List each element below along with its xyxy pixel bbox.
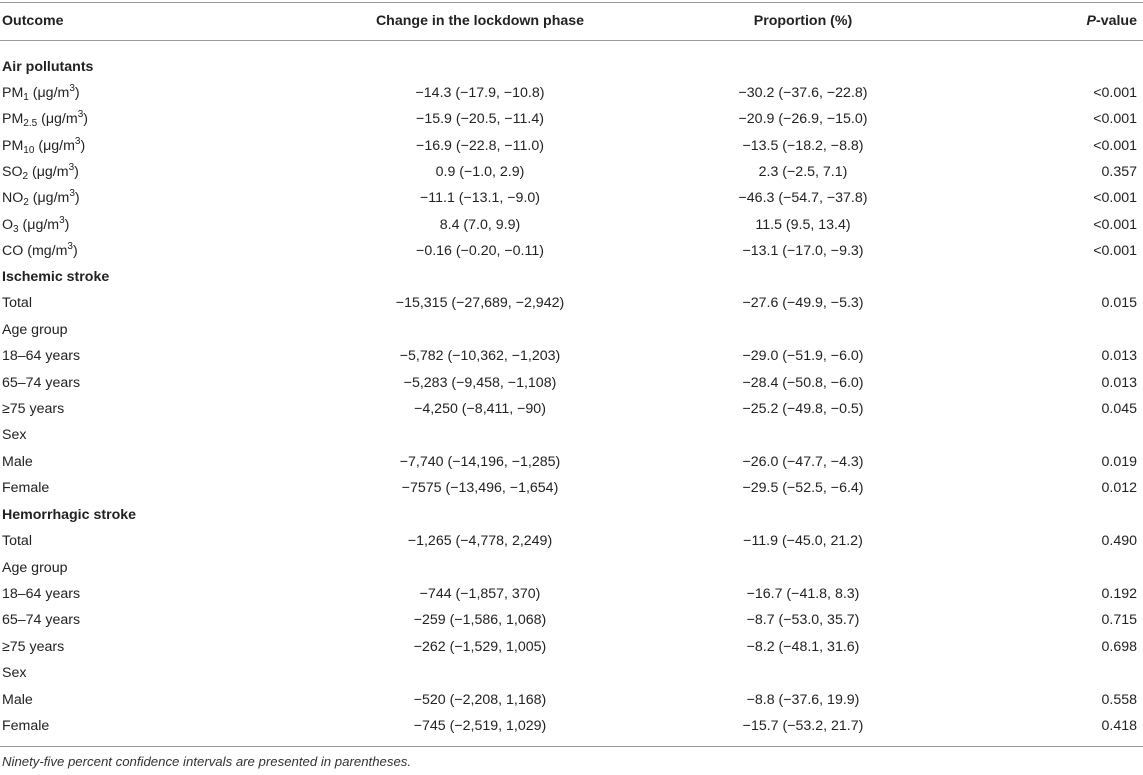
pollutant-unit: (μg/m [18, 217, 60, 233]
section-ischemic-stroke [0, 264, 1143, 290]
proportion-value: −25.2 (−49.8, −0.5) [742, 401, 864, 417]
unit-superscript: 3 [69, 83, 75, 94]
pollutant-unit-close: ) [74, 190, 80, 206]
pollutant-subscript: 10 [23, 145, 35, 156]
table-row [0, 713, 1143, 739]
unit-superscript: 3 [59, 215, 65, 226]
section-title: Air pollutants [2, 59, 94, 75]
row-label: Male [2, 692, 33, 708]
pollutant-unit: (μg/m [34, 138, 75, 154]
proportion-value: −8.7 (−53.0, 35.7) [746, 612, 860, 628]
proportion-value: −16.7 (−41.8, 8.3) [746, 586, 860, 602]
pollutant-name: O [2, 217, 14, 233]
unit-superscript: 3 [74, 136, 81, 147]
table-row [0, 343, 1143, 369]
pollutant-name: SO [2, 164, 23, 180]
bottom-rule [0, 746, 1143, 747]
pollutant-name: CO (mg/m [2, 243, 68, 259]
subgroup-label: Age group [2, 560, 68, 576]
table-row [0, 238, 1143, 264]
pollutant-subscript: 1 [23, 92, 29, 103]
proportion-value: −30.2 (−37.6, −22.8) [738, 85, 868, 101]
proportion-value: −27.6 (−49.9, −5.3) [742, 295, 864, 311]
proportion-value: −46.3 (−54.7, −37.8) [738, 190, 868, 206]
header-p-value [1087, 8, 1137, 34]
pollutant-unit-close: ) [74, 164, 79, 180]
section-hemorrhagic-stroke [0, 502, 1143, 528]
pollutant-name: PM [2, 111, 24, 127]
table-footnote: Ninety-five percent confidence intervals are presented in parentheses. [2, 754, 412, 769]
pollutant-unit-close: ) [64, 217, 70, 233]
row-label: Total [2, 295, 32, 311]
change-value: −7575 (−13,496, −1,654) [401, 480, 559, 496]
pollutant-label [2, 80, 80, 106]
proportion-value: −26.0 (−47.7, −4.3) [742, 454, 864, 470]
p-value: 0.715 [1101, 612, 1137, 628]
p-value: 0.045 [1101, 401, 1137, 417]
p-value: 0.192 [1101, 586, 1137, 602]
proportion-value: −20.9 (−26.9, −15.0) [738, 111, 868, 127]
subgroup-heading-age [0, 317, 1143, 343]
change-value: −1,265 (−4,778, 2,249) [407, 533, 553, 549]
pollutant-name: PM [2, 85, 24, 101]
proportion-value: −29.5 (−52.5, −6.4) [742, 480, 864, 496]
change-value: −520 (−2,208, 1,168) [413, 692, 547, 708]
pollutant-unit: (μg/m [28, 85, 70, 101]
pollutant-unit: (μg/m [28, 190, 70, 206]
header-outcome: Outcome [2, 13, 64, 29]
change-value: −745 (−2,519, 1,029) [413, 718, 547, 734]
subgroup-heading-sex [0, 422, 1143, 448]
p-value: <0.001 [1093, 138, 1137, 154]
header-proportion: Proportion (%) [753, 13, 853, 29]
p-value: 0.019 [1101, 454, 1137, 470]
change-value: −5,283 (−9,458, −1,108) [403, 375, 557, 391]
table-row [0, 212, 1143, 238]
table-row [0, 80, 1143, 106]
pollutant-label [2, 212, 69, 238]
p-value: 0.012 [1101, 480, 1137, 496]
section-air-pollutants [0, 54, 1143, 80]
subgroup-label: Sex [2, 665, 27, 681]
pollutant-unit-close: ) [80, 138, 86, 154]
p-value: 0.490 [1101, 533, 1137, 549]
p-value: 0.015 [1101, 295, 1137, 311]
p-value: 0.357 [1101, 164, 1137, 180]
p-value: 0.558 [1101, 692, 1137, 708]
proportion-value: −8.2 (−48.1, 31.6) [746, 639, 860, 655]
pollutant-label [2, 133, 85, 159]
row-label: 18–64 years [2, 348, 81, 364]
top-rule [0, 2, 1143, 3]
pollutant-label [2, 159, 79, 185]
change-value: −4,250 (−8,411, −90) [414, 401, 546, 417]
row-label: Female [2, 718, 50, 734]
subgroup-heading-age [0, 555, 1143, 581]
table-row [0, 370, 1143, 396]
table-row [0, 290, 1143, 316]
proportion-value: −29.0 (−51.9, −6.0) [742, 348, 864, 364]
p-value: <0.001 [1093, 243, 1137, 259]
proportion-value: −13.1 (−17.0, −9.3) [742, 243, 864, 259]
unit-superscript: 3 [67, 241, 73, 252]
table-row [0, 581, 1143, 607]
change-value: −259 (−1,586, 1,068) [413, 612, 547, 628]
subgroup-label: Sex [2, 427, 27, 443]
pollutant-unit: (μg/m [28, 164, 69, 180]
change-value: 0.9 (−1.0, 2.9) [435, 164, 525, 180]
pollutant-label [2, 106, 88, 132]
row-label: Total [2, 533, 32, 549]
row-label: Female [2, 480, 50, 496]
unit-superscript: 3 [69, 188, 75, 199]
header-p-suffix: -value [1095, 13, 1137, 29]
p-value: <0.001 [1093, 217, 1137, 233]
pollutant-unit: (μg/m [37, 111, 78, 127]
p-value: <0.001 [1093, 85, 1137, 101]
proportion-value: 11.5 (9.5, 13.4) [755, 217, 851, 233]
row-label: ≥75 years [2, 401, 65, 417]
table-row [0, 159, 1143, 185]
proportion-value: −15.7 (−53.2, 21.7) [742, 718, 864, 734]
section-title: Ischemic stroke [2, 269, 110, 285]
proportion-value: 2.3 (−2.5, 7.1) [758, 164, 848, 180]
change-value: −744 (−1,857, 370) [419, 586, 541, 602]
proportion-value: −13.5 (−18.2, −8.8) [742, 138, 864, 154]
header-p-letter: P [1086, 13, 1096, 29]
p-value: 0.418 [1101, 718, 1137, 734]
p-value: 0.013 [1101, 375, 1137, 391]
pollutant-unit-close: ) [83, 111, 88, 127]
row-label: 65–74 years [2, 375, 81, 391]
change-value: −7,740 (−14,196, −1,285) [399, 454, 561, 470]
row-label: 18–64 years [2, 586, 81, 602]
row-label: 65–74 years [2, 612, 81, 628]
p-value: <0.001 [1093, 190, 1137, 206]
proportion-value: −11.9 (−45.0, 21.2) [743, 533, 863, 549]
header-rule [0, 40, 1143, 41]
table-row [0, 687, 1143, 713]
table-row [0, 475, 1143, 501]
change-value: −11.1 (−13.1, −9.0) [419, 190, 541, 206]
row-label: Male [2, 454, 33, 470]
table-row [0, 634, 1143, 660]
change-value: −15,315 (−27,689, −2,942) [395, 295, 565, 311]
change-value: −14.3 (−17.9, −10.8) [415, 85, 545, 101]
unit-superscript: 3 [77, 109, 84, 120]
section-title: Hemorrhagic stroke [2, 507, 137, 523]
change-value: −262 (−1,529, 1,005) [413, 639, 547, 655]
change-value: 8.4 (7.0, 9.9) [439, 217, 521, 233]
subgroup-heading-sex [0, 660, 1143, 686]
proportion-value: −28.4 (−50.8, −6.0) [742, 375, 864, 391]
row-label: ≥75 years [2, 639, 65, 655]
unit-superscript: 3 [68, 162, 75, 173]
pollutant-unit-close: ) [72, 243, 78, 259]
change-value: −15.9 (−20.5, −11.4) [416, 111, 544, 127]
subgroup-label: Age group [2, 322, 68, 338]
header-change: Change in the lockdown phase [375, 13, 585, 29]
table-row [0, 185, 1143, 211]
change-value: −0.16 (−0.20, −0.11) [416, 243, 544, 259]
p-value: <0.001 [1093, 111, 1137, 127]
pollutant-subscript: 3 [13, 224, 19, 235]
pollutant-subscript: 2 [23, 197, 29, 208]
pollutant-unit-close: ) [74, 85, 80, 101]
pollutant-label [2, 185, 80, 211]
pollutant-name: PM [2, 138, 24, 154]
pollutant-name: NO [2, 190, 24, 206]
proportion-value: −8.8 (−37.6, 19.9) [746, 692, 860, 708]
table-row [0, 528, 1143, 554]
pollutant-subscript: 2 [22, 171, 29, 182]
change-value: −16.9 (−22.8, −11.0) [416, 138, 544, 154]
table-row [0, 449, 1143, 475]
p-value: 0.013 [1101, 348, 1137, 364]
table-row [0, 396, 1143, 422]
header-row [0, 8, 1143, 34]
pollutant-label [2, 238, 78, 264]
change-value: −5,782 (−10,362, −1,203) [399, 348, 561, 364]
table-row [0, 133, 1143, 159]
table-row [0, 106, 1143, 132]
table-row [0, 607, 1143, 633]
p-value: 0.698 [1101, 639, 1137, 655]
pollutant-subscript: 2.5 [23, 118, 38, 129]
